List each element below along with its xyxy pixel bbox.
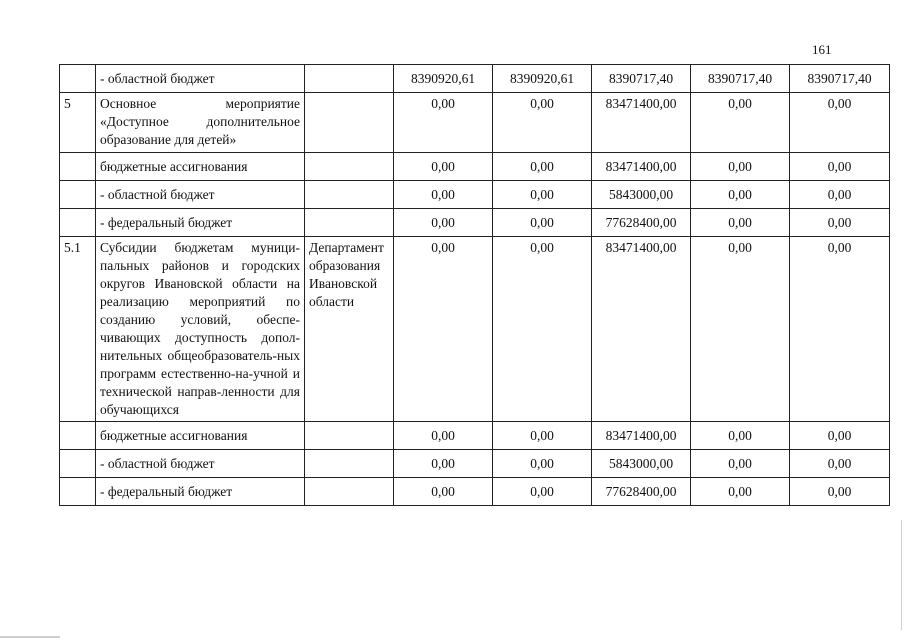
row-description: - областной бюджет bbox=[96, 65, 305, 93]
value-cell: 83471400,00 bbox=[592, 153, 691, 181]
value-cell: 0,00 bbox=[790, 237, 890, 422]
value-cell: 0,00 bbox=[691, 209, 790, 237]
page-number: 161 bbox=[812, 42, 832, 57]
value-cell: 0,00 bbox=[691, 181, 790, 209]
value-cell: 0,00 bbox=[394, 93, 493, 153]
row-index bbox=[60, 478, 96, 506]
scan-artifact bbox=[901, 520, 902, 630]
table-row bbox=[60, 450, 890, 478]
value-cell: 0,00 bbox=[790, 422, 890, 450]
row-description: - областной бюджет bbox=[96, 450, 305, 478]
row-executor bbox=[305, 478, 394, 506]
row-executor bbox=[305, 65, 394, 93]
value-cell: 0,00 bbox=[394, 237, 493, 422]
table-row bbox=[60, 422, 890, 450]
value-cell: 0,00 bbox=[493, 181, 592, 209]
value-cell: 0,00 bbox=[394, 181, 493, 209]
value-cell: 0,00 bbox=[394, 478, 493, 506]
value-cell: 8390920,61 bbox=[493, 65, 592, 93]
value-cell: 5843000,00 bbox=[592, 450, 691, 478]
row-executor bbox=[305, 181, 394, 209]
value-cell: 0,00 bbox=[394, 209, 493, 237]
row-description: - федеральный бюджет bbox=[96, 209, 305, 237]
row-index bbox=[60, 153, 96, 181]
row-index bbox=[60, 450, 96, 478]
value-cell: 0,00 bbox=[493, 450, 592, 478]
value-cell: 0,00 bbox=[691, 478, 790, 506]
value-cell: 83471400,00 bbox=[592, 422, 691, 450]
value-cell: 0,00 bbox=[691, 237, 790, 422]
value-cell: 8390717,40 bbox=[790, 65, 890, 93]
value-cell: 0,00 bbox=[493, 237, 592, 422]
value-cell: 0,00 bbox=[691, 153, 790, 181]
row-description: бюджетные ассигнования bbox=[96, 153, 305, 181]
row-index: 5.1 bbox=[60, 237, 96, 422]
table-row bbox=[60, 478, 890, 506]
budget-table bbox=[59, 64, 890, 506]
row-description: Субсидии бюджетам муници-пальных районов и городских округов Ивановской области на реализацию мероприятий по созданию условий, обеспе-чивающих доступность допол-нительных общеобразователь-ных программ естественно-на-учной и технической направ-ленности для обучающихся bbox=[96, 237, 305, 422]
row-index bbox=[60, 209, 96, 237]
row-index bbox=[60, 65, 96, 93]
row-index bbox=[60, 181, 96, 209]
value-cell: 0,00 bbox=[790, 93, 890, 153]
row-description: Основное мероприятие «Доступное дополнительное образование для детей» bbox=[96, 93, 305, 153]
row-index bbox=[60, 422, 96, 450]
value-cell: 77628400,00 bbox=[592, 478, 691, 506]
value-cell: 0,00 bbox=[691, 450, 790, 478]
value-cell: 0,00 bbox=[394, 450, 493, 478]
table-row bbox=[60, 181, 890, 209]
row-executor: Департамент образования Ивановской области bbox=[305, 237, 394, 422]
row-index: 5 bbox=[60, 93, 96, 153]
value-cell: 0,00 bbox=[790, 181, 890, 209]
value-cell: 0,00 bbox=[493, 478, 592, 506]
row-description: - федеральный бюджет bbox=[96, 478, 305, 506]
value-cell: 8390717,40 bbox=[691, 65, 790, 93]
value-cell: 0,00 bbox=[691, 93, 790, 153]
table-row bbox=[60, 209, 890, 237]
row-description: - областной бюджет bbox=[96, 181, 305, 209]
value-cell: 0,00 bbox=[790, 450, 890, 478]
value-cell: 5843000,00 bbox=[592, 181, 691, 209]
value-cell: 8390717,40 bbox=[592, 65, 691, 93]
table-row bbox=[60, 237, 890, 422]
row-description: бюджетные ассигнования bbox=[96, 422, 305, 450]
table-row bbox=[60, 93, 890, 153]
row-executor bbox=[305, 422, 394, 450]
row-executor bbox=[305, 93, 394, 153]
scan-artifact bbox=[0, 636, 60, 638]
value-cell: 0,00 bbox=[493, 153, 592, 181]
table-row bbox=[60, 65, 890, 93]
value-cell: 83471400,00 bbox=[592, 237, 691, 422]
value-cell: 0,00 bbox=[790, 478, 890, 506]
value-cell: 0,00 bbox=[493, 93, 592, 153]
value-cell: 0,00 bbox=[394, 153, 493, 181]
value-cell: 0,00 bbox=[790, 153, 890, 181]
value-cell: 83471400,00 bbox=[592, 93, 691, 153]
row-executor bbox=[305, 450, 394, 478]
value-cell: 8390920,61 bbox=[394, 65, 493, 93]
row-executor bbox=[305, 209, 394, 237]
value-cell: 0,00 bbox=[493, 422, 592, 450]
row-executor bbox=[305, 153, 394, 181]
value-cell: 0,00 bbox=[394, 422, 493, 450]
value-cell: 0,00 bbox=[790, 209, 890, 237]
value-cell: 0,00 bbox=[493, 209, 592, 237]
table-row bbox=[60, 153, 890, 181]
value-cell: 77628400,00 bbox=[592, 209, 691, 237]
value-cell: 0,00 bbox=[691, 422, 790, 450]
